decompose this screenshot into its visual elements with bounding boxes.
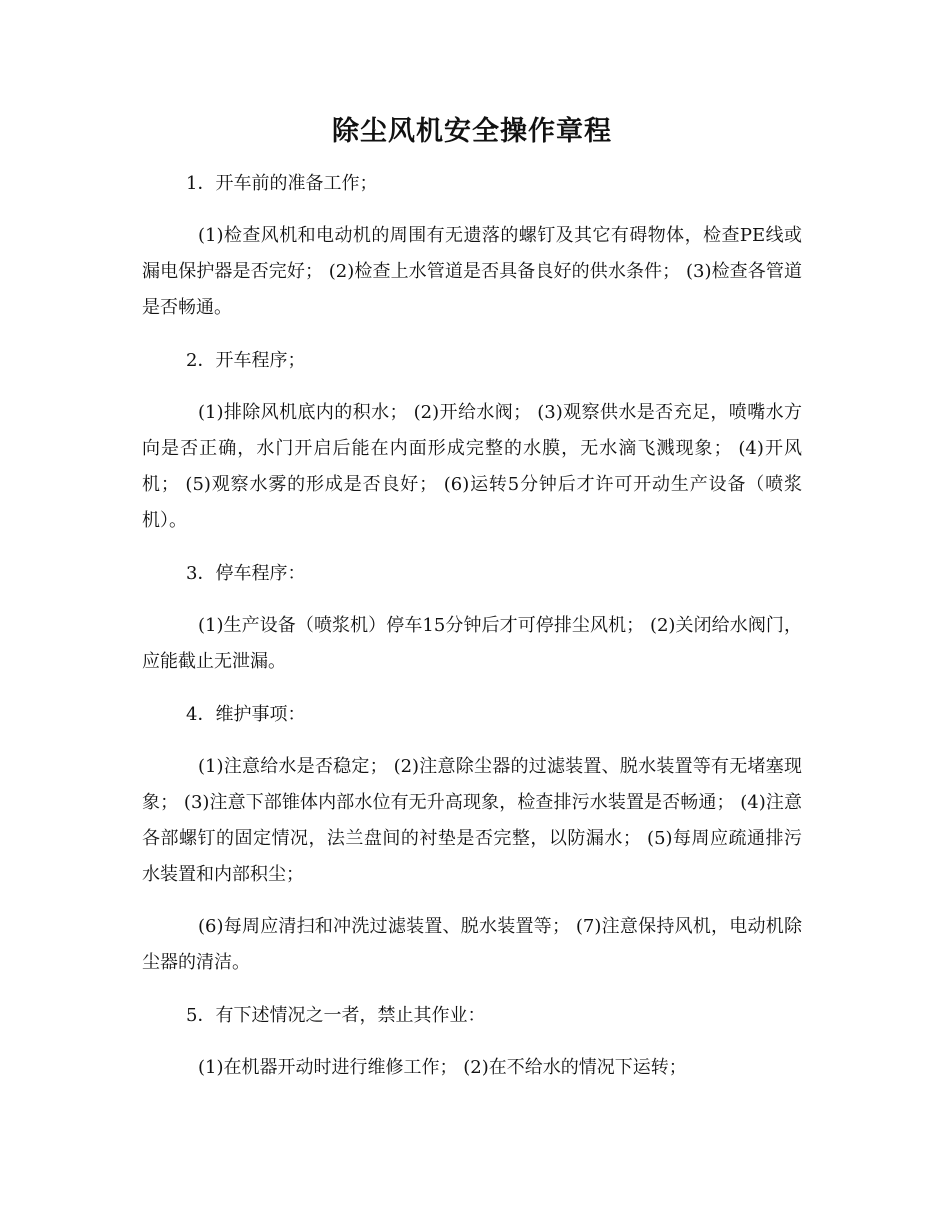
- section-2: [142, 343, 802, 539]
- document-title: 除尘风机安全操作章程: [332, 116, 612, 147]
- section-paragraph: (6)每周应清扫和冲洗过滤装置、脱水装置等； (7)注意保持风机，电动机除尘器的清洁。: [142, 916, 802, 973]
- section-heading: 5．有下述情况之一者，禁止其作业：: [186, 1005, 486, 1026]
- section-paragraph: (1)生产设备（喷浆机）停车15分钟后才可停排尘风机； (2)关闭给水阀门，应能截止无泄漏。: [142, 615, 802, 672]
- section-heading: 2．开车程序；: [186, 350, 306, 371]
- section-paragraph: (1)检查风机和电动机的周围有无遗落的螺钉及其它有碍物体，检查PE线或漏电保护器是否完好； (2)检查上水管道是否具备良好的供水条件； (3)检查各管道是否畅通。: [142, 225, 802, 318]
- section-3: [142, 556, 802, 680]
- section-1: [142, 166, 802, 326]
- section-heading: 1．开车前的准备工作；: [186, 173, 378, 194]
- section-paragraph: (1)注意给水是否稳定； (2)注意除尘器的过滤装置、脱水装置等有无堵塞现象； (3)注意下部锥体内部水位有无升高现象，检查排污水装置是否畅通； (4)注意各部螺钉的固定情况，法兰盘间的衬垫是否完整，以防漏水； (5)每周应疏通排污水装置和内部积尘；: [142, 756, 802, 885]
- section-heading: 3．停车程序：: [186, 563, 306, 584]
- section-paragraph: (1)在机器开动时进行维修工作； (2)在不给水的情况下运转；: [198, 1057, 687, 1078]
- section-heading: 4．维护事项：: [186, 704, 306, 725]
- document-page: [142, 110, 802, 1103]
- section-paragraph: (1)排除风机底内的积水； (2)开给水阀； (3)观察供水是否充足，喷嘴水方向是否正确，水门开启后能在内面形成完整的水膜，无水滴飞溅现象； (4)开风机； (5)观察水雾的形成是否良好； (6)运转5分钟后才许可开动生产设备（喷浆机）。: [142, 402, 802, 531]
- section-5: [142, 998, 802, 1086]
- section-4: [142, 697, 802, 981]
